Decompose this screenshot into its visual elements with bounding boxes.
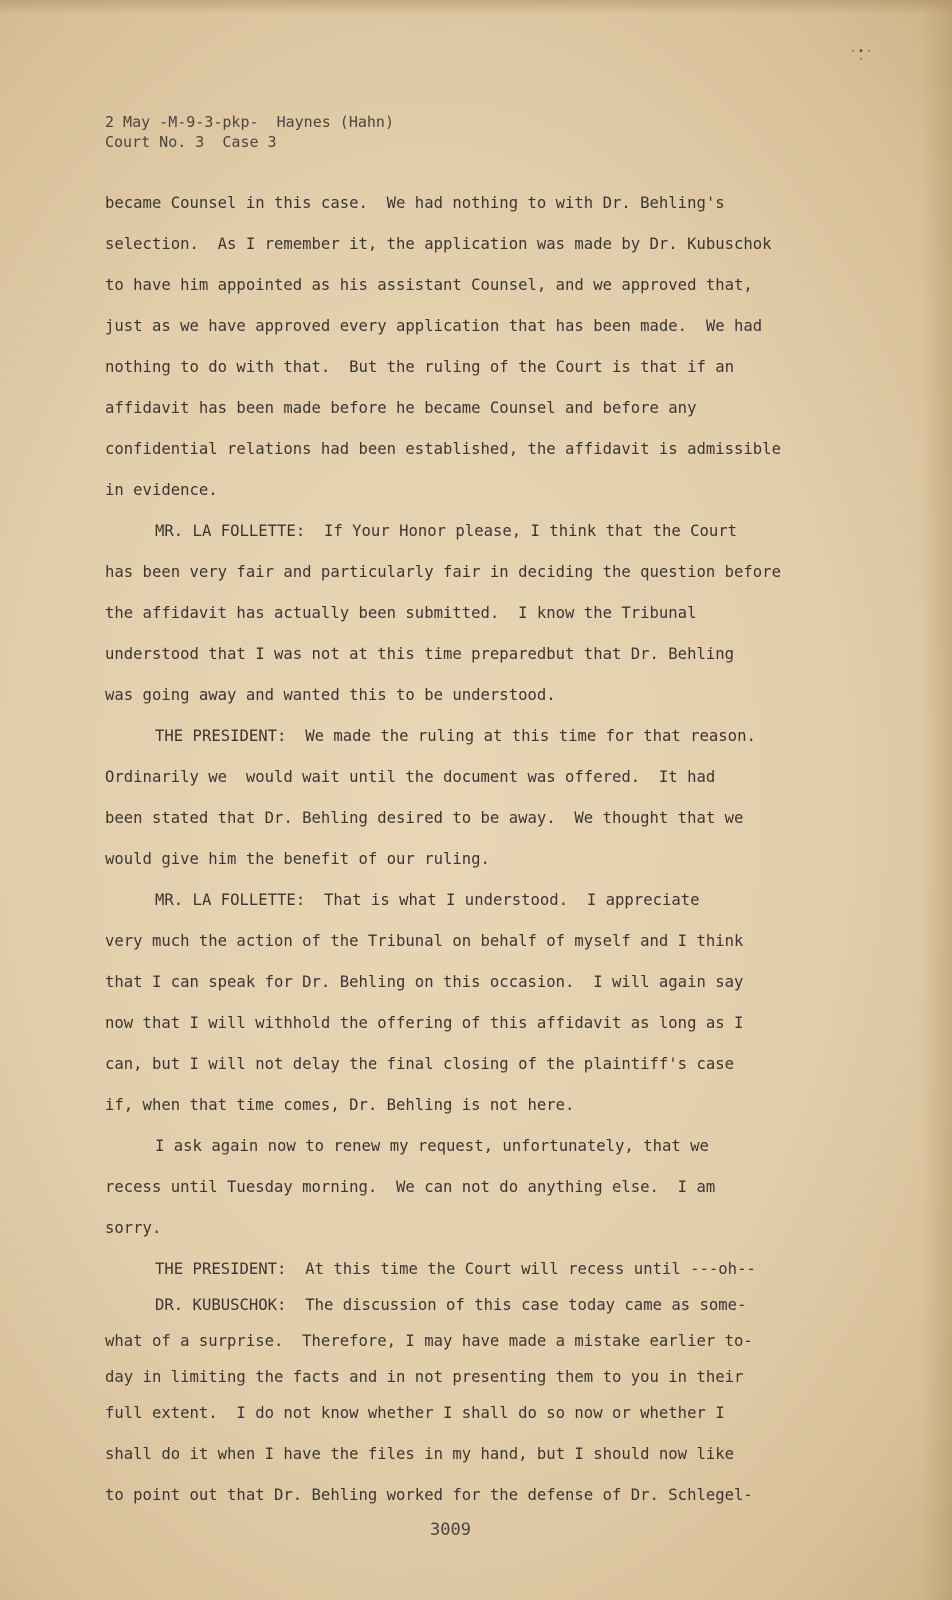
document-header	[105, 112, 394, 152]
text-line: selection. As I remember it, the application was made by Dr. Kubuschok	[105, 235, 772, 253]
text-line: if, when that time comes, Dr. Behling is not here.	[105, 1096, 575, 1114]
speaker-line: MR. LA FOLLETTE: That is what I understood. I appreciate	[155, 891, 700, 909]
header-line-1: 2 May -M-9-3-pkp- Haynes (Hahn)	[105, 113, 394, 131]
text-line: been stated that Dr. Behling desired to be away. We thought that we	[105, 809, 744, 827]
text-line: the affidavit has actually been submitted. I know the Tribunal	[105, 604, 697, 622]
text-line: what of a surprise. Therefore, I may have made a mistake earlier to-	[105, 1332, 753, 1350]
text-line: now that I will withhold the offering of this affidavit as long as I	[105, 1014, 744, 1032]
speaker-line: MR. LA FOLLETTE: If Your Honor please, I think that the Court	[155, 522, 738, 540]
page-number: 3009	[430, 1520, 471, 1540]
text-line: Ordinarily we would wait until the document was offered. It had	[105, 768, 716, 786]
transcript-body	[105, 190, 850, 1518]
text-line: just as we have approved every application that has been made. We had	[105, 317, 763, 335]
text-line: has been very fair and particularly fair in deciding the question before	[105, 563, 781, 581]
speaker-line: THE PRESIDENT: At this time the Court will recess until ---oh--	[155, 1260, 756, 1278]
header-line-2: Court No. 3 Case 3	[105, 133, 277, 151]
text-line: became Counsel in this case. We had nothing to with Dr. Behling's	[105, 194, 725, 212]
text-line: very much the action of the Tribunal on behalf of myself and I think	[105, 932, 744, 950]
speaker-line: DR. KUBUSCHOK: The discussion of this case today came as some-	[155, 1296, 747, 1314]
page-top-shadow	[0, 0, 952, 14]
page-right-shadow	[922, 0, 952, 1600]
paragraph-start-line: I ask again now to renew my request, unfortunately, that we	[155, 1137, 709, 1155]
text-line: understood that I was not at this time preparedbut that Dr. Behling	[105, 645, 735, 663]
text-line: shall do it when I have the files in my hand, but I should now like	[105, 1445, 735, 1463]
text-line: confidential relations had been established, the affidavit is admissible	[105, 440, 781, 458]
text-line: day in limiting the facts and in not presenting them to you in their	[105, 1368, 744, 1386]
text-line: full extent. I do not know whether I shall do so now or whether I	[105, 1404, 725, 1422]
text-line: would give him the benefit of our ruling.	[105, 850, 490, 868]
text-line: in evidence.	[105, 481, 218, 499]
speaker-line: THE PRESIDENT: We made the ruling at this time for that reason.	[155, 727, 756, 745]
text-line: to point out that Dr. Behling worked for the defense of Dr. Schlegel-	[105, 1486, 753, 1504]
text-line: affidavit has been made before he became Counsel and before any	[105, 399, 697, 417]
paper-speck-marks: ·•· ·	[849, 46, 874, 65]
text-line: can, but I will not delay the final closing of the plaintiff's case	[105, 1055, 735, 1073]
text-line: that I can speak for Dr. Behling on this occasion. I will again say	[105, 973, 744, 991]
text-line: to have him appointed as his assistant Counsel, and we approved that,	[105, 276, 753, 294]
text-line: nothing to do with that. But the ruling of the Court is that if an	[105, 358, 735, 376]
text-line: was going away and wanted this to be understood.	[105, 686, 556, 704]
text-line: recess until Tuesday morning. We can not do anything else. I am	[105, 1178, 716, 1196]
text-line: sorry.	[105, 1219, 162, 1237]
